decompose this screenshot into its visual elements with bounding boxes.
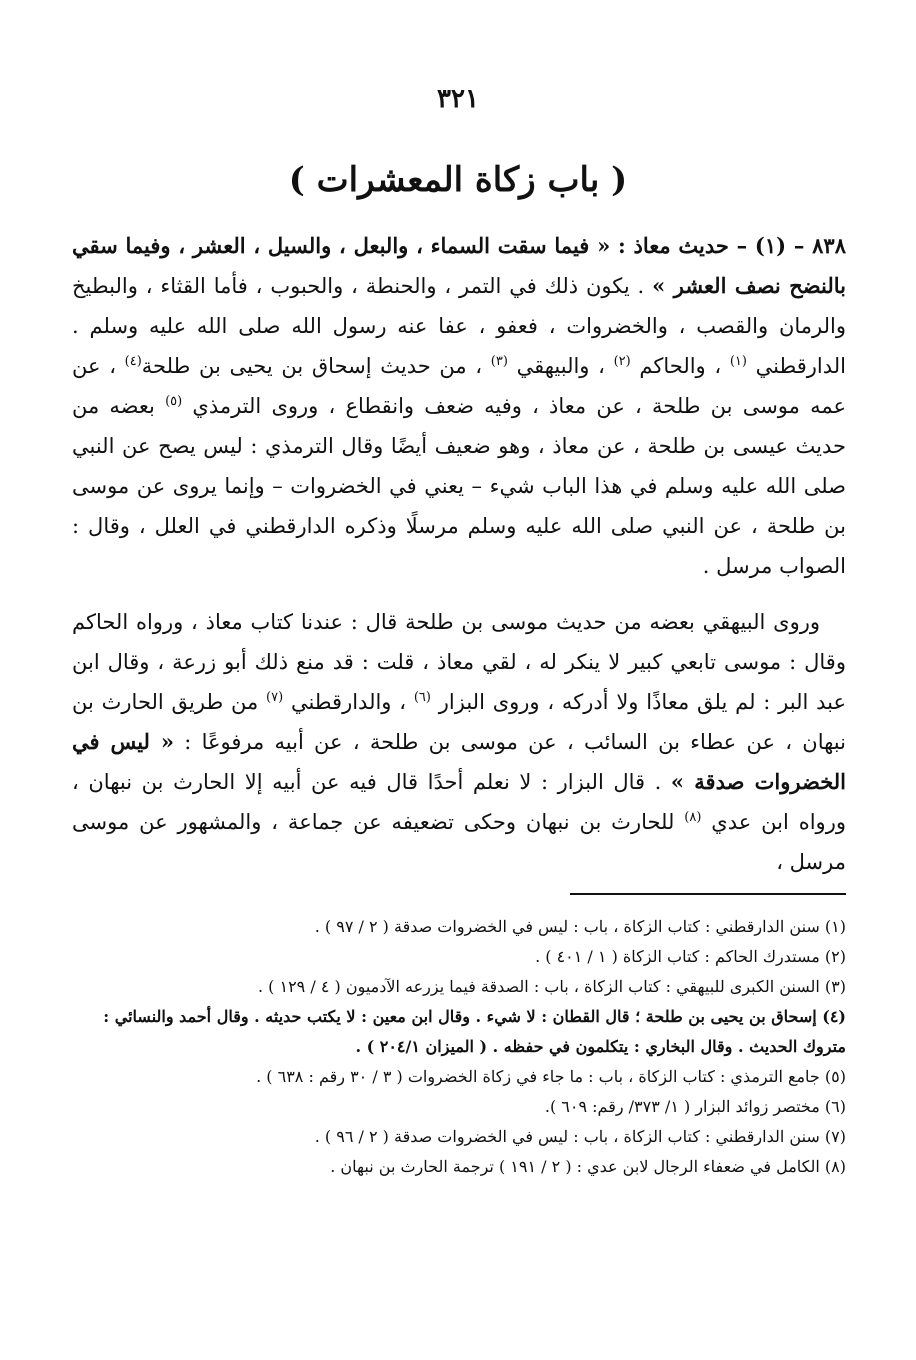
footnote-4: (٤) إسحاق بن يحيى بن طلحة ؛ قال القطان : لا شيء . وقال ابن معين : لا يكتب حديثه . وقال أحمد والنسائي : متروك الحديث . وقال البخاري : يتكلمون في حفظه . ( الميزان ٢٠٤/١ ) . xyxy=(103,1007,846,1056)
text-segment: ، والحاكم xyxy=(630,354,730,378)
paragraph-hadith-838 xyxy=(72,226,846,586)
text-segment: ، والدارقطني xyxy=(283,690,414,714)
footnote-5: (٥) جامع الترمذي : كتاب الزكاة ، باب : ما جاء في زكاة الخضروات ( ٣ / ٣٠ رقم : ٦٣٨ ) . xyxy=(256,1067,846,1086)
paragraph-continuation xyxy=(72,602,846,882)
text-segment: . يكون ذلك في التمر ، والحنطة ، والحبوب ، فأما القثاء ، والبطيخ والرمان والقصب ، والخضروات ، فعفو ، عفا عنه رسول الله صلى الله عليه وسلم . الدارقطني xyxy=(72,274,846,378)
footnote-ref-3[interactable]: (٣) xyxy=(490,354,508,369)
hadith-quote: « ليس في الخضروات صدقة » xyxy=(72,729,846,794)
page-number: ٣٢١ xyxy=(437,84,479,114)
hadith-heading: ٨٣٨ – (١) – حديث معاذ : « فيما سقت السماء ، والبعل ، والسيل ، العشر ، وفيما سقي بالنضح نصف العشر » xyxy=(72,233,846,298)
footnote-6: (٦) مختصر زوائد البزار ( ١/ ٣٧٣/ رقم: ٦٠٩ ). xyxy=(544,1097,846,1116)
text-segment: . قال البزار : لا نعلم أحدًا قال فيه عن أبيه إلا الحارث بن نبهان ، ورواه ابن عدي xyxy=(72,770,846,834)
text-segment: ، والبيهقي xyxy=(507,354,614,378)
footnote-ref-6[interactable]: (٦) xyxy=(413,690,431,705)
footnote-3: (٣) السنن الكبرى للبيهقي : كتاب الزكاة ، باب : الصدقة فيما يزرعه الآدميون ( ٤ / ١٢٩ ) . xyxy=(257,977,846,996)
footnote-ref-2[interactable]: (٢) xyxy=(613,354,631,369)
text-segment: من طريق الحارث بن نبهان ، عن عطاء بن السائب ، عن موسى بن طلحة ، عن أبيه مرفوعًا : xyxy=(72,690,846,754)
text-segment: وروى البيهقي بعضه من حديث موسى بن طلحة قال : عندنا كتاب معاذ ، ورواه الحاكم وقال : موسى تابعي كبير لا ينكر له ، لقي معاذ ، قلت : قد منع ذلك أبو زرعة ، وقال ابن عبد البر : لم يلق معاذًا ولا أدركه ، وروى البزار xyxy=(72,610,846,714)
main-text xyxy=(72,226,846,882)
footnote-divider xyxy=(570,893,846,895)
footnote-1: (١) سنن الدارقطني : كتاب الزكاة ، باب : ليس في الخضروات صدقة ( ٢ / ٩٧ ) . xyxy=(314,917,846,936)
text-segment: ، عن عمه موسى بن طلحة ، عن معاذ ، وفيه ضعف وانقطاع ، وروى الترمذي xyxy=(72,354,847,418)
footnote-ref-5[interactable]: (٥) xyxy=(165,394,183,409)
text-segment: للحارث بن نبهان وحكى تضعيفه عن جماعة ، والمشهور عن موسى مرسل ، xyxy=(72,810,846,874)
footnote-ref-1[interactable]: (١) xyxy=(729,354,747,369)
footnotes xyxy=(72,912,846,1182)
footnote-ref-7[interactable]: (٧) xyxy=(266,690,284,705)
footnote-8: (٨) الكامل في ضعفاء الرجال لابن عدي : ( ٢ / ١٩١ ) ترجمة الحارث بن نبهان . xyxy=(330,1157,846,1176)
footnote-ref-4[interactable]: (٤) xyxy=(124,354,142,369)
footnote-ref-8[interactable]: (٨) xyxy=(684,810,702,825)
chapter-title: ( باب زكاة المعشرات ) xyxy=(288,160,628,200)
text-segment: بعضه من حديث عيسى بن طلحة ، عن معاذ ، وهو ضعيف أيضًا وقال الترمذي : ليس يصح عن النبي صلى الله عليه وسلم في هذا الباب شيء – يعني في الخضروات – وإنما يروى عن موسى بن طلحة ، عن النبي صلى الله عليه وسلم مرسلًا وذكره الدارقطني في العلل ، وقال : الصواب مرسل . xyxy=(72,394,846,578)
text-segment: ، من حديث إسحاق بن يحيى بن طلحة xyxy=(141,354,491,378)
footnote-7: (٧) سنن الدارقطني : كتاب الزكاة ، باب : ليس في الخضروات صدقة ( ٢ / ٩٦ ) . xyxy=(314,1127,846,1146)
footnote-2: (٢) مستدرك الحاكم : كتاب الزكاة ( ١ / ٤٠١ ) . xyxy=(535,947,846,966)
